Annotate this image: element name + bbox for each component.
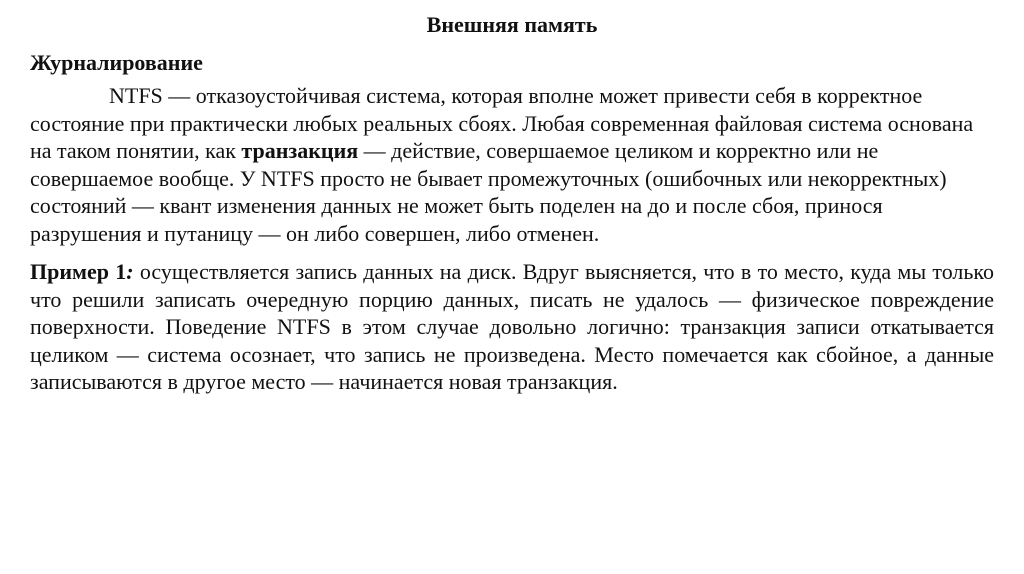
paragraph-example: [30, 258, 994, 396]
paragraph-ntfs-text-after: — действие, совершаемое целиком и корректно или не совершаемое вообще. У NTFS просто не бывает промежуточных (ошибочных или некорректных) состояний — квант изменения данных не может быть поделен на до и после сбоя, принося разрушения и путаницу — он либо совершен, либо отменен.: [30, 138, 947, 246]
example-colon: :: [126, 259, 134, 284]
paragraph-ntfs-text-before: NTFS — отказоустойчивая система, которая вполне может привести себя в корректное состояние при практически любых реальных сбоях. Любая современная файловая система основана на таком понятии, как: [30, 83, 974, 163]
example-text: осуществляется запись данных на диск. Вдруг выясняется, что в то место, куда мы только что решили записать очередную порцию данных, писать не удалось — физическое повреждение поверхности. Поведение NTFS в этом случае довольно логично: транзакция записи откатывается целиком — система осознает, что запись не произведена. Место помечается как сбойное, а данные записываются в другое место — начинается новая транзакция.: [30, 259, 994, 394]
example-label: Пример 1: [30, 259, 127, 284]
term-transaction: транзакция: [241, 138, 359, 163]
page-title: Внешняя память: [426, 12, 598, 37]
paragraph-ntfs: [30, 82, 994, 247]
section-heading: Журналирование: [30, 50, 203, 75]
